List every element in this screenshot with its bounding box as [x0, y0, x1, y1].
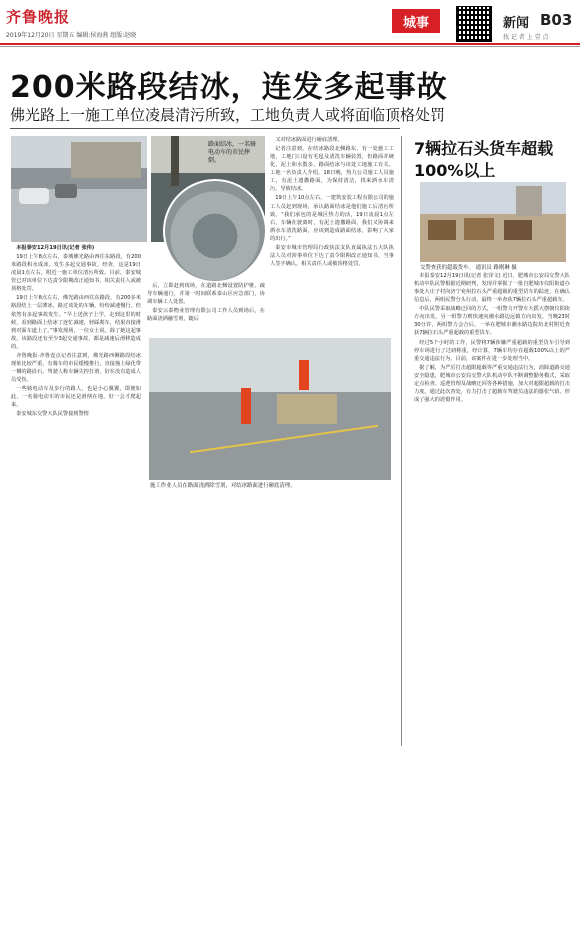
side-headline: 7辆拉石头货车超载100%以上	[414, 139, 554, 180]
main-subheadline: 佛光路上一施工单位凌晨清污所致，工地负责人或将面临顶格处罚	[10, 106, 446, 124]
page-section: 新闻	[503, 16, 530, 31]
paragraph: 后，立即赶到现场，在道路北侧设置防护锥，疏导车辆通行，并第一时间联系泰山区应急部门，协调车辆工人处置。	[147, 283, 265, 306]
paragraph: 19日上午8点左右，佛光路由西往东路段，有200多米路段结上一层薄冰，路过该处的车辆，纷纷减速慢行。但依然有多起事故发生。“早上送孩子上学，走到这里的时候，看到路面上结冰了连忙减速，轻踩刹车，结果直接滑到对面车道上了。”事发现场，一位女士说，除了她这起事故，该路段还有至少3起交通事故，都是减速后滑移造成的。	[11, 295, 141, 350]
workers-photo	[149, 338, 391, 480]
column-divider	[401, 136, 402, 746]
masthead-rule	[0, 43, 580, 45]
page-number: B03	[540, 11, 573, 29]
paragraph: 又对结冰路面进行砸底清理。	[275, 137, 343, 143]
paragraph: 本报泰安12月19日讯(记者 张泽文) 近日，肥城市公安局交警大队机动中队民警根据近期研判，发现并掌握了一批自肥城市仪阳街道办事处大庄子村向济宁兖州拉石头严重超载的重型货车的踪迹，在确认信息后，两组民警分头行动，最终一举查获7辆拉石头严重超载车。	[414, 273, 570, 304]
paragraph: 19日上午10点左右，一建筑安装工程有限公司的施工人员赶到现场，承认路面结冰是他们施工后清污所致。“我们承包的是城区热力的活，19日凌晨1点左右，车辆在驶离时，有泥土遗撒路面，我们又协调来洒水车清洗路面，应该到造成路面结冰，影响了大家的出行。”	[270, 195, 394, 242]
paragraph: 泰安云泰物业管理有限公司工作人员到场后，在路面浇洒融雪剂，随后	[147, 308, 265, 323]
inset-caption: 路面结冰，一名骑电动车的市民摔倒。	[208, 141, 257, 164]
trucks-photo	[420, 182, 566, 262]
section-tag: 城事	[392, 9, 440, 33]
headline-divider	[10, 128, 400, 129]
road-photo	[11, 136, 147, 242]
article-column-2	[147, 282, 265, 334]
paragraph: 齐鲁晚报·齐鲁壹点记者注意到，佛光路西侧路段结冰现象比较严重，有骑车的市民缓慢推行，直接撞上绿化带一侧的路沿石，驾驶人称车辆失控打滑，好在没有造成人员受伤。	[11, 352, 141, 383]
paragraph: 记者注意到，在结冰路段北侧路东，有一处施工工地，工地门口设有毛毡及清洗车辆装置，但路面并硬化，泥土和水散多，路面结冰与该处工地施工有关。工地一名负责人介绍，18日晚，热力公司施工人员施工，有泥土遗撒路面，为保持清洁，找来洒水车清污，导致结冰。	[270, 146, 394, 193]
paragraph: 泰安城东交警大队民警接到警情	[16, 411, 89, 418]
article-column-3	[270, 136, 394, 332]
paragraph: 一些骑电动车及步行的路人，也是小心翼翼，即便如此，一名骑电动车的市民还是滑倒在地，好一会才爬起来。	[11, 386, 141, 409]
paragraph: 19日上午8点左右，泰城佛光路由西往东路段，有200米路段积水成冰，发生多起交通事故。经查，这是19日凌晨1点左右，附近一施工单位清污所致。目前，泰安城管已对该单位下达责令限期改正通知书，相关责任人或被顶格处罚。	[11, 254, 141, 293]
paragraph: 中队民警采取战略迂回的方式，一组警力开警车大摇大摆朝仪阳街方向出发，另一组警力则快速向潮水路边远镇方向出发，当晚23时30分许，两组警力会合后，一举在肥城市潮水路边院坊北村附近查获7辆拉石头严重超载的重型货车。	[414, 306, 570, 337]
article-column-1	[11, 244, 141, 494]
side-article	[414, 272, 570, 692]
masthead-rule-thin	[0, 46, 580, 47]
paragraph: 经过5个小时的工作，民警将7辆涉嫌严重超载的重型货车引导到停车场进行了过磅称重，经计算，7辆车均存在超载100%以上的严重交通违法行为。目前，该案件在进一步处理当中。	[414, 339, 570, 362]
issue-info: 2019年12月20日 星期五 编辑:侯海燕 组版:赵晓	[6, 32, 137, 39]
photo-caption: 施工作业人员在路面浇洒除雪剂，对结冰路面进行砸底清理。	[150, 483, 296, 489]
paragraph: 据了解，为严厉打击超限超载等严重交通违法行为，消除道路交通安全隐患，肥城市公安局交警大队机动中队不断调整勤务模式，采取定点检查、巡逻管理及战略迂回等各种措施，加大对超限超载的打击力度。通过此次查处，有力打击了超载车驾驶员违法的嚣张气焰，形成了强大的震慑作用。	[414, 364, 570, 403]
newspaper-logo: 齐鲁晚报	[6, 8, 71, 26]
page-sub-line: 找 记 者 上 壹 点	[503, 34, 549, 41]
side-photo-caption: 交警查获的超载货车。 通讯员 路刚琳 摄	[420, 265, 517, 271]
main-headline: 200米路段结冰，连发多起事故	[10, 70, 448, 105]
byline: 本报泰安12月19日讯(记者 张伟)	[16, 245, 95, 251]
inset-photo	[163, 179, 267, 283]
paragraph: 泰安市城市管理局行政执法支队直属执法五大队执法人员对涉事单位下达了责令限期改正通知书，当事人签字确认，相关责任人或被顶格处罚。	[270, 244, 394, 267]
qr-code-icon	[456, 6, 492, 42]
